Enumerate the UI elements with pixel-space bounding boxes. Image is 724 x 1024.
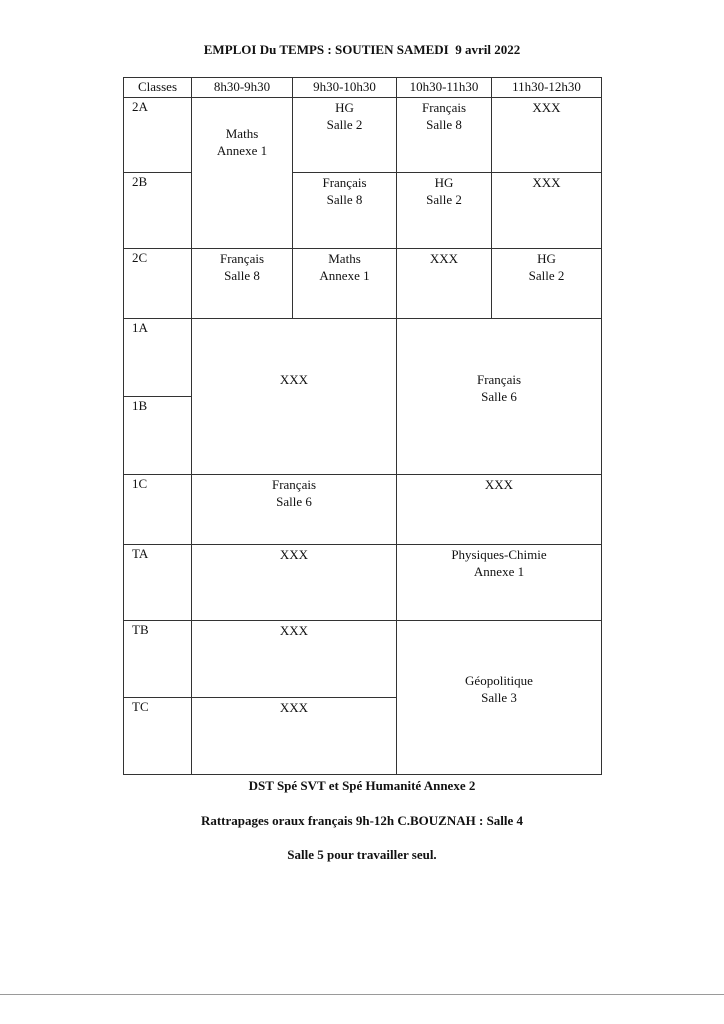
table-row xyxy=(124,249,602,319)
schedule-cell xyxy=(192,475,397,545)
cell-subject: HG xyxy=(537,251,556,266)
schedule-cell xyxy=(492,249,602,319)
class-label: TB xyxy=(124,621,192,698)
cell-subject: Physiques-Chimie xyxy=(451,547,547,562)
schedule-cell xyxy=(492,173,602,249)
cell-subject: XXX xyxy=(429,251,459,266)
class-label: 2A xyxy=(124,98,192,173)
schedule-cell xyxy=(397,621,602,775)
cell-room: Annexe 1 xyxy=(319,268,370,283)
cell-subject: Français xyxy=(476,371,522,387)
cell-subject: Français xyxy=(271,477,317,492)
note-salle-5: Salle 5 pour travailler seul. xyxy=(287,847,437,862)
cell-room: Salle 2 xyxy=(326,117,363,132)
cell-room: Salle 8 xyxy=(224,268,260,283)
table-row xyxy=(124,98,602,173)
cell-subject: XXX xyxy=(279,547,309,562)
cell-subject: XXX xyxy=(532,175,561,190)
document-title: EMPLOI Du TEMPS : SOUTIEN SAMEDI 9 avril 2022 xyxy=(203,42,521,57)
header-slot-4: 11h30-12h30 xyxy=(492,78,602,98)
schedule-cell xyxy=(397,545,602,621)
schedule-cell xyxy=(397,98,492,173)
cell-room: Annexe 1 xyxy=(473,564,525,579)
page-footer-rule xyxy=(0,994,724,995)
cell-subject: HG xyxy=(335,100,354,115)
cell-subject: XXX xyxy=(279,623,309,638)
cell-subject: HG xyxy=(434,175,454,190)
table-row xyxy=(124,319,602,397)
schedule-cell xyxy=(397,319,602,475)
schedule-cell xyxy=(397,173,492,249)
schedule-cell xyxy=(492,98,602,173)
cell-subject: Maths xyxy=(225,126,259,141)
schedule-cell xyxy=(192,621,397,698)
schedule-cell xyxy=(192,319,397,475)
cell-room: Salle 8 xyxy=(426,117,462,132)
class-label: 1A xyxy=(124,319,192,397)
class-label: TC xyxy=(124,698,192,775)
schedule-cell xyxy=(192,698,397,775)
cell-room: Salle 2 xyxy=(426,192,462,207)
class-label: 2B xyxy=(124,173,192,249)
cell-subject: Français xyxy=(219,251,265,266)
schedule-cell xyxy=(293,249,397,319)
table-row xyxy=(124,621,602,698)
header-classes: Classes xyxy=(124,78,192,98)
table-row xyxy=(124,475,602,545)
schedule-cell xyxy=(192,98,293,249)
schedule-cell xyxy=(192,249,293,319)
cell-room: Salle 2 xyxy=(528,268,565,283)
schedule-cell xyxy=(293,173,397,249)
schedule-cell xyxy=(397,249,492,319)
cell-subject: Français xyxy=(421,100,467,115)
schedule-cell xyxy=(293,98,397,173)
header-slot-3: 10h30-11h30 xyxy=(397,78,492,98)
class-label: 1C xyxy=(124,475,192,545)
note-dst: DST Spé SVT et Spé Humanité Annexe 2 xyxy=(248,778,476,793)
cell-room: Annexe 1 xyxy=(216,143,268,158)
schedule-table xyxy=(123,77,602,775)
header-slot-2: 9h30-10h30 xyxy=(293,78,397,98)
cell-room: Salle 6 xyxy=(481,388,517,404)
header-slot-1: 8h30-9h30 xyxy=(192,78,293,98)
cell-subject: Géopolitique xyxy=(465,672,533,688)
cell-room: Salle 3 xyxy=(481,689,517,705)
cell-room: Salle 8 xyxy=(326,192,363,207)
cell-subject: XXX xyxy=(484,477,514,492)
cell-subject: Français xyxy=(322,175,367,190)
schedule-cell xyxy=(397,475,602,545)
cell-room: Salle 6 xyxy=(276,494,312,509)
class-label: 1B xyxy=(124,397,192,475)
schedule-cell xyxy=(192,545,397,621)
cell-subject: XXX xyxy=(532,100,561,115)
note-rattrapages: Rattrapages oraux français 9h-12h C.BOUZNAH : Salle 4 xyxy=(200,813,524,828)
cell-subject: XXX xyxy=(279,700,309,715)
cell-subject: Maths xyxy=(328,251,361,266)
class-label: 2C xyxy=(124,249,192,319)
cell-subject: XXX xyxy=(279,372,309,387)
header-row xyxy=(124,78,602,98)
class-label: TA xyxy=(124,545,192,621)
table-row xyxy=(124,545,602,621)
